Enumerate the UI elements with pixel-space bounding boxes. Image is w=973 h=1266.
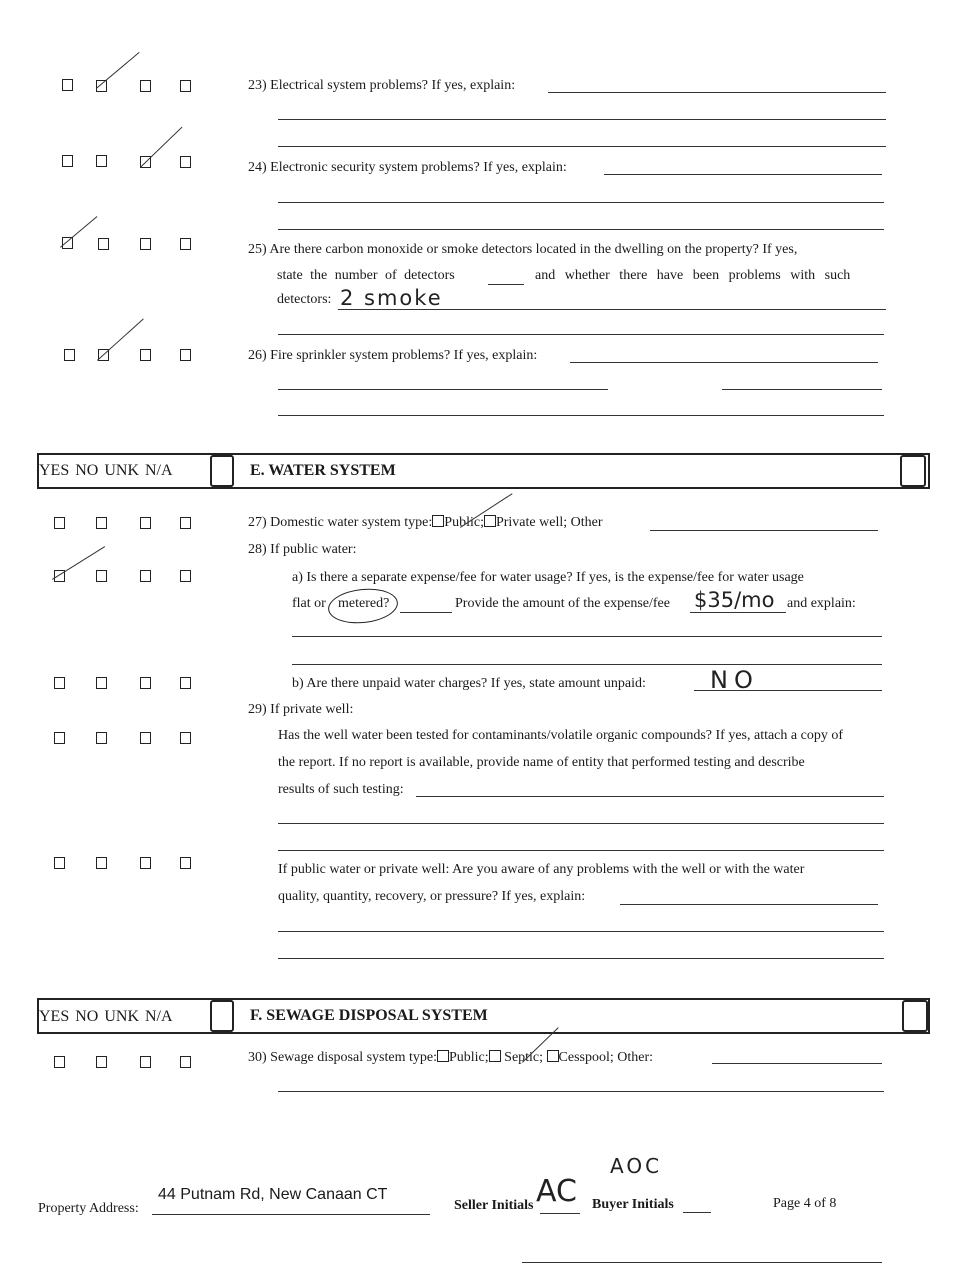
q25-na-checkbox[interactable] (180, 238, 191, 250)
q30-prefix: 30) Sewage disposal system type: (248, 1050, 437, 1065)
q29-line-4[interactable] (278, 823, 884, 824)
q27-yes-checkbox[interactable] (54, 517, 65, 529)
q28a-line-4[interactable] (292, 664, 882, 665)
q30-other-line[interactable] (712, 1063, 882, 1064)
q30-public-label: Public; (448, 1050, 489, 1065)
q29b-line1: If public water or private well: Are you aware of any problems with the well or with the water (278, 862, 805, 877)
q26-unk-checkbox[interactable] (140, 349, 151, 361)
property-address-value: 44 Putnam Rd, New Canaan CT (158, 1186, 388, 1203)
bottom-rule (522, 1262, 882, 1263)
q30-septic-checkbox[interactable] (489, 1050, 501, 1062)
q28a-metered-line[interactable] (400, 612, 452, 613)
q24-no-checkbox[interactable] (96, 155, 107, 167)
q23-line-3[interactable] (278, 146, 886, 147)
q23-na-checkbox[interactable] (180, 80, 191, 92)
q29b-line-3[interactable] (278, 931, 884, 932)
q25-yes-checkmark (60, 216, 97, 248)
q30-line-2[interactable] (278, 1091, 884, 1092)
q27-public-checkbox[interactable] (432, 515, 444, 527)
q28b-answer-line[interactable] (694, 690, 882, 691)
q25-handwritten-answer: 2 smoke (340, 286, 443, 310)
q29-label: 29) If private well: (248, 702, 354, 717)
q27-public-label: Public; (444, 515, 484, 530)
q29-yes-checkbox[interactable] (54, 732, 65, 744)
q30-na-checkbox[interactable] (180, 1056, 191, 1068)
q26-line-2b[interactable] (722, 389, 882, 390)
q29-unk-checkbox[interactable] (140, 732, 151, 744)
q28a-explain: and explain: (787, 596, 856, 611)
section-e-title: E. WATER SYSTEM (250, 462, 396, 479)
q25-line3: detectors: (277, 292, 332, 307)
q23-label: 23) Electrical system problems? If yes, explain: (248, 78, 516, 93)
q28a-fee-answer: $35/mo (694, 588, 775, 612)
q25-line2-b: and whether there have been problems with such (535, 268, 851, 283)
q29b-yes-checkbox[interactable] (54, 857, 65, 869)
q24-line-2[interactable] (278, 202, 884, 203)
section-f-title: F. SEWAGE DISPOSAL SYSTEM (250, 1007, 488, 1024)
section-f-right-tab (902, 1000, 928, 1032)
q29b-line2: quality, quantity, recovery, or pressure? If yes, explain: (278, 889, 586, 904)
q27-private-well-checkbox[interactable] (484, 515, 496, 527)
q29-line1: Has the well water been tested for contaminants/volatile organic compounds? If yes, attach a copy of (278, 728, 843, 743)
q27-line (248, 515, 603, 531)
q25-answer-line[interactable] (338, 309, 886, 310)
q30-other-label: Other: (617, 1050, 654, 1065)
q30-yes-checkbox[interactable] (54, 1056, 65, 1068)
q28b-yes-checkbox[interactable] (54, 677, 65, 689)
q25-line1: 25) Are there carbon monoxide or smoke detectors located in the dwelling on the property? If yes, (248, 242, 798, 257)
q28b-na-checkbox[interactable] (180, 677, 191, 689)
q25-line-4[interactable] (278, 334, 884, 335)
q27-unk-checkbox[interactable] (140, 517, 151, 529)
q29-line3: results of such testing: (278, 782, 404, 797)
q28b-answer: NO (710, 666, 759, 694)
q28a-line-3[interactable] (292, 636, 882, 637)
seller-initials-label: Seller Initials (454, 1198, 534, 1213)
q23-yes-checkbox[interactable] (62, 79, 73, 91)
q30-unk-checkbox[interactable] (140, 1056, 151, 1068)
q24-na-checkbox[interactable] (180, 156, 191, 168)
q24-unk-checkmark (140, 127, 182, 168)
q29-line2: the report. If no report is available, provide name of entity that performed testing and describe (278, 755, 805, 770)
property-address-label: Property Address: (38, 1201, 139, 1216)
section-e-left-tab (210, 455, 234, 487)
q23-unk-checkbox[interactable] (140, 80, 151, 92)
q25-line2-a: state the number of detectors (277, 268, 455, 283)
buyer-initials-label: Buyer Initials (592, 1197, 674, 1212)
q29b-no-checkbox[interactable] (96, 857, 107, 869)
q29-no-checkbox[interactable] (96, 732, 107, 744)
q27-private-label: Private well; Other (495, 515, 603, 530)
q30-line (248, 1050, 653, 1066)
q25-detector-count-line[interactable] (488, 284, 524, 285)
q24-line-3[interactable] (278, 229, 884, 230)
page-number: Page 4 of 8 (773, 1196, 837, 1211)
property-address-line[interactable] (152, 1214, 430, 1215)
q28b-unk-checkbox[interactable] (140, 677, 151, 689)
q29-na-checkbox[interactable] (180, 732, 191, 744)
q28a-provide: Provide the amount of the expense/fee (455, 596, 670, 611)
q26-label: 26) Fire sprinkler system problems? If yes, explain: (248, 348, 538, 363)
seller-initials-handwritten: AC (536, 1174, 577, 1209)
q28b-label: b) Are there unpaid water charges? If yes, state amount unpaid: (292, 676, 646, 691)
section-e-right-tab (900, 455, 926, 487)
section-e-column-headers: YES NO UNK N/A (39, 462, 173, 479)
buyer-initials-line[interactable] (683, 1212, 711, 1213)
buyer-initials-handwritten: AOC (610, 1154, 663, 1178)
section-f-column-headers: YES NO UNK N/A (39, 1008, 173, 1025)
q26-na-checkbox[interactable] (180, 349, 191, 361)
q29b-line-4[interactable] (278, 958, 884, 959)
q26-no-checkmark (97, 319, 144, 361)
q24-answer-line[interactable] (604, 174, 882, 175)
q28a-flat: flat or (292, 596, 326, 611)
q28a-fee-line[interactable] (690, 612, 786, 613)
q28a-no-checkbox[interactable] (96, 570, 107, 582)
q30-cesspool-label: Cesspool; (558, 1050, 614, 1065)
q27-no-checkbox[interactable] (96, 517, 107, 529)
q28a-line1: a) Is there a separate expense/fee for water usage? If yes, is the expense/fee for water usage (292, 570, 804, 585)
q23-line-2[interactable] (278, 119, 886, 120)
q24-yes-checkbox[interactable] (62, 155, 73, 167)
q30-no-checkbox[interactable] (96, 1056, 107, 1068)
q28a-metered-circle (326, 585, 399, 626)
q29b-na-checkbox[interactable] (180, 857, 191, 869)
q23-no-checkmark (96, 52, 140, 89)
q28a-na-checkbox[interactable] (180, 570, 191, 582)
q26-line-3[interactable] (278, 415, 884, 416)
q23-answer-line[interactable] (548, 92, 886, 93)
q29b-answer-line[interactable] (620, 904, 878, 905)
q28a-unk-checkbox[interactable] (140, 570, 151, 582)
q26-yes-checkbox[interactable] (64, 349, 75, 361)
q26-answer-line[interactable] (570, 362, 878, 363)
q27-prefix: 27) Domestic water system type: (248, 515, 433, 530)
q30-cesspool-checkbox[interactable] (547, 1050, 559, 1062)
q25-unk-checkbox[interactable] (140, 238, 151, 250)
q30-public-checkbox[interactable] (437, 1050, 449, 1062)
q28-label: 28) If public water: (248, 542, 357, 557)
q29b-unk-checkbox[interactable] (140, 857, 151, 869)
section-f-left-tab (210, 1000, 234, 1032)
q27-na-checkbox[interactable] (180, 517, 191, 529)
q27-other-line[interactable] (650, 530, 878, 531)
q28b-no-checkbox[interactable] (96, 677, 107, 689)
q26-line-2[interactable] (278, 389, 608, 390)
q30-septic-label: Septic; (504, 1050, 544, 1065)
q29-answer-line[interactable] (416, 796, 884, 797)
q29-line-5[interactable] (278, 850, 884, 851)
seller-initials-line[interactable] (540, 1213, 580, 1214)
q24-label: 24) Electronic security system problems? If yes, explain: (248, 160, 567, 175)
q25-no-checkbox[interactable] (98, 238, 109, 250)
q28a-metered: metered? (338, 596, 390, 611)
